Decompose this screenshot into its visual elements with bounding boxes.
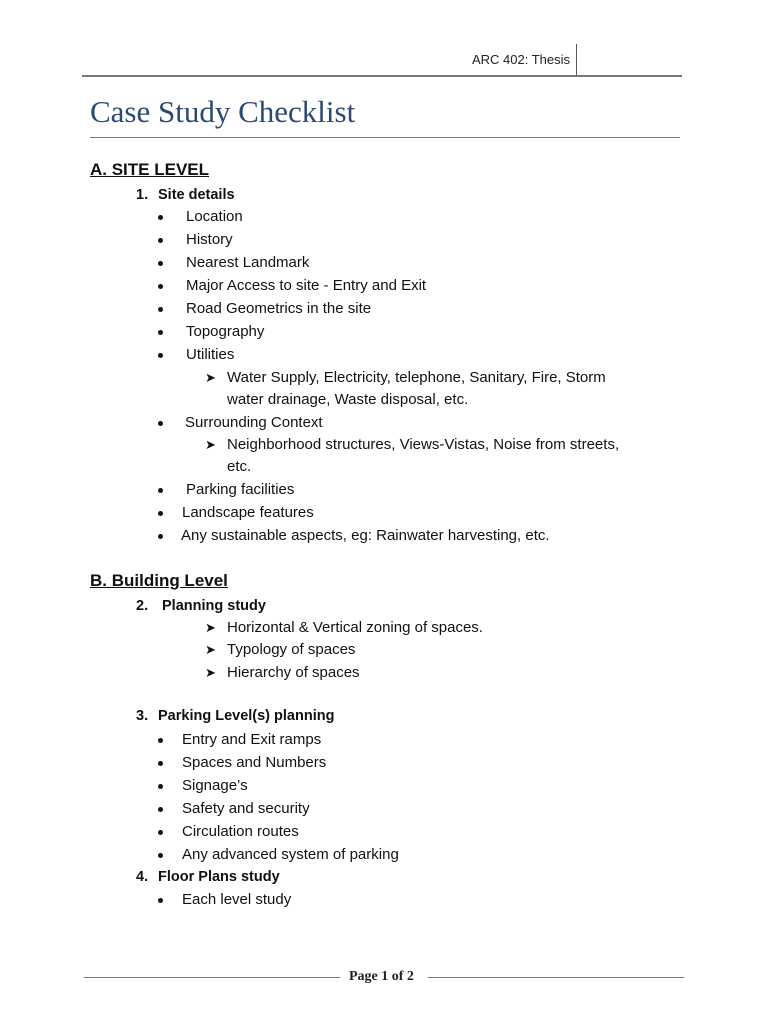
bullet-dot-icon <box>158 898 163 903</box>
list-item: Safety and security <box>158 800 310 818</box>
item-1-number: 1. <box>136 187 149 203</box>
section-a-heading: A. SITE LEVEL <box>90 160 210 179</box>
title-rule <box>90 137 680 138</box>
item-4-number: 4. <box>136 869 149 885</box>
footer-rule-left <box>84 977 340 978</box>
footer-rule-right <box>428 977 684 978</box>
list-item: Landscape features <box>158 504 314 522</box>
list-item: Utilities <box>158 346 234 364</box>
arrowhead-icon: ➤ <box>205 620 216 635</box>
list-subitem: ➤ Hierarchy of spaces <box>205 664 360 681</box>
list-subitem: ➤ Neighborhood structures, Views-Vistas, Noise from streets, <box>205 436 620 453</box>
list-item: Topography <box>158 323 264 341</box>
list-subitem: ➤ Water Supply, Electricity, telephone, Sanitary, Fire, Storm <box>205 369 606 386</box>
list-subitem-continuation: water drainage, Waste disposal, etc. <box>227 391 469 408</box>
list-item: Major Access to site - Entry and Exit <box>158 277 426 295</box>
item-3-number: 3. <box>136 708 149 724</box>
list-item: Entry and Exit ramps <box>158 731 321 749</box>
bullet-dot-icon <box>158 307 163 312</box>
list-subitem-continuation: etc. <box>227 458 252 475</box>
arrowhead-icon: ➤ <box>205 370 216 385</box>
bullet-dot-icon <box>158 534 163 539</box>
arrowhead-icon: ➤ <box>205 437 216 452</box>
list-item: Any sustainable aspects, eg: Rainwater harvesting, etc. <box>158 527 550 545</box>
bullet-dot-icon <box>158 738 163 743</box>
bullet-dot-icon <box>158 215 163 220</box>
arrowhead-icon: ➤ <box>205 642 216 657</box>
bullet-dot-icon <box>158 853 163 858</box>
list-item: Any advanced system of parking <box>158 846 399 864</box>
list-item: Circulation routes <box>158 823 299 841</box>
bullet-dot-icon <box>158 330 163 335</box>
list-item: Each level study <box>158 891 291 909</box>
header-course: ARC 402: Thesis <box>472 52 571 67</box>
list-subitem: ➤ Horizontal & Vertical zoning of spaces. <box>205 619 483 636</box>
item-2-label: Planning study <box>162 598 266 614</box>
bullet-dot-icon <box>158 807 163 812</box>
list-subitem: ➤ Typology of spaces <box>205 641 356 658</box>
bullet-dot-icon <box>158 421 163 426</box>
list-item: Signage’s <box>158 777 248 795</box>
list-item: Nearest Landmark <box>158 254 309 272</box>
section-b-heading: B. Building Level <box>90 571 228 590</box>
list-item: Surrounding Context <box>158 414 323 432</box>
item-3-label: Parking Level(s) planning <box>158 708 335 724</box>
list-item: Road Geometrics in the site <box>158 300 371 318</box>
header-divider-vertical <box>576 44 577 76</box>
list-item: Location <box>158 208 243 226</box>
page-title: Case Study Checklist <box>90 94 356 129</box>
bullet-dot-icon <box>158 284 163 289</box>
bullet-dot-icon <box>158 511 163 516</box>
list-item: Spaces and Numbers <box>158 754 326 772</box>
bullet-dot-icon <box>158 353 163 358</box>
bullet-dot-icon <box>158 238 163 243</box>
item-1-label: Site details <box>158 187 235 203</box>
arrowhead-icon: ➤ <box>205 665 216 680</box>
list-item: History <box>158 231 233 249</box>
bullet-dot-icon <box>158 761 163 766</box>
bullet-dot-icon <box>158 261 163 266</box>
bullet-dot-icon <box>158 488 163 493</box>
item-2-number: 2. <box>136 598 149 614</box>
bullet-dot-icon <box>158 784 163 789</box>
list-item: Parking facilities <box>158 481 294 499</box>
header-divider-horizontal <box>82 75 682 77</box>
page-number: Page 1 of 2 <box>349 969 414 984</box>
bullet-dot-icon <box>158 830 163 835</box>
item-4-label: Floor Plans study <box>158 869 280 885</box>
